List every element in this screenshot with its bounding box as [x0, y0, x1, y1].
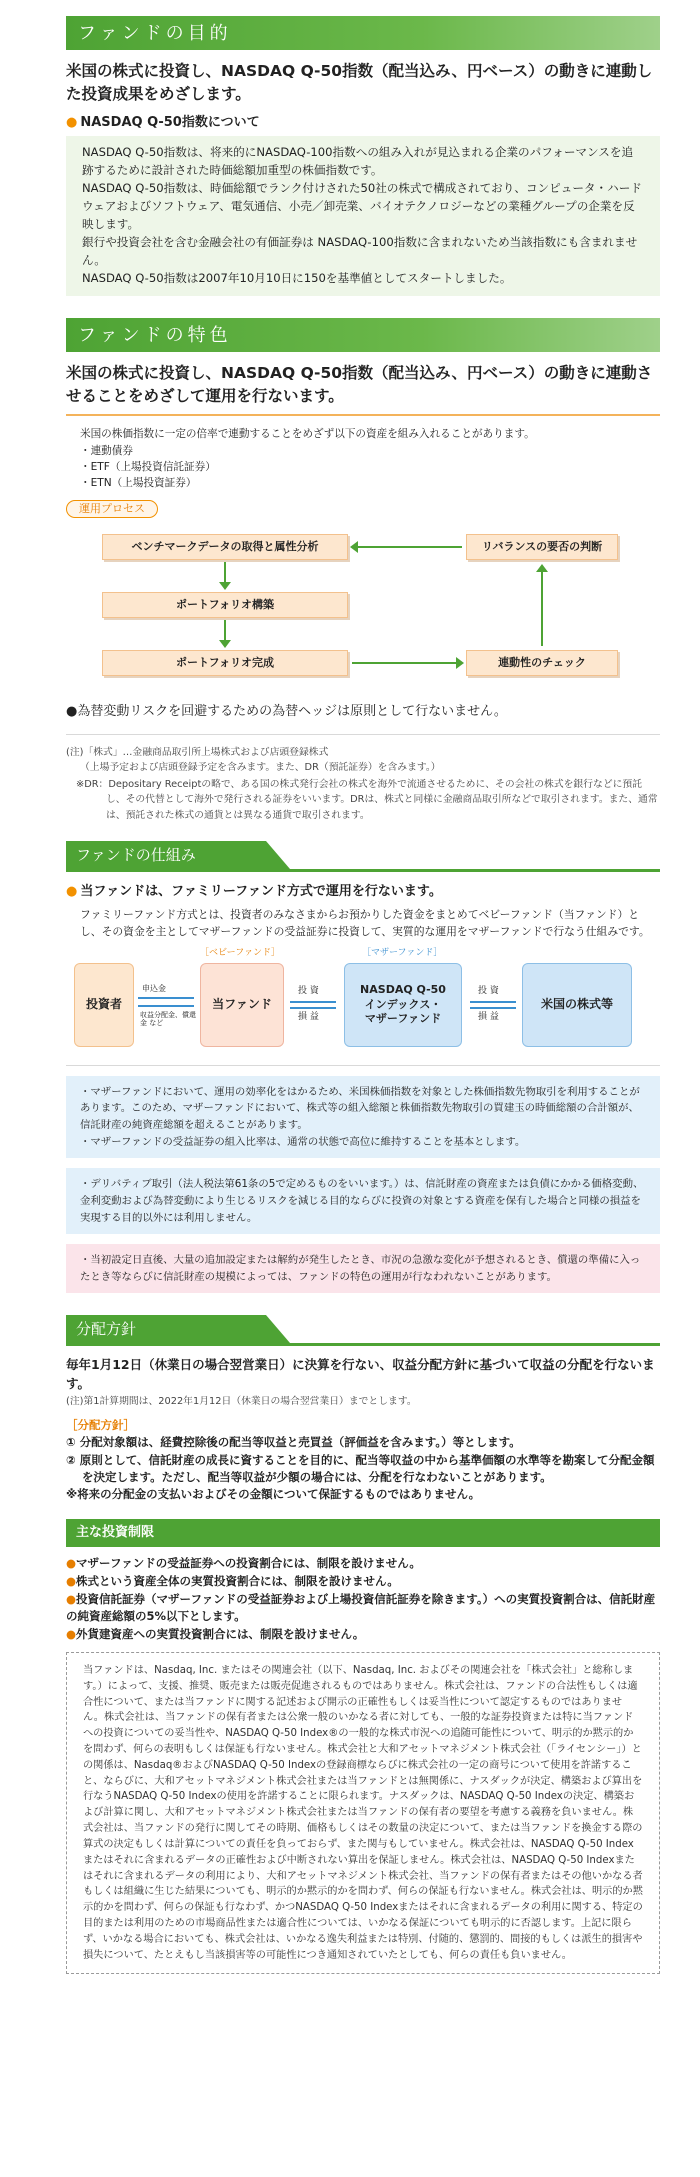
arrow-right-icon — [352, 662, 456, 664]
mother-fund-label: ［マザーファンド］ — [362, 947, 443, 958]
arrow-up-icon — [541, 572, 543, 646]
section-band-distribution-wrap — [66, 1315, 660, 1346]
process-step-build: ポートフォリオ構築 — [102, 592, 348, 618]
arrow-left-icon — [138, 1005, 194, 1007]
index-about-label: NASDAQ Q-50指数について — [80, 114, 260, 130]
section-band-structure: ファンドの仕組み — [66, 841, 266, 869]
investor-box: 投資者 — [74, 963, 134, 1047]
this-fund-box: 当ファンド — [200, 963, 284, 1047]
index-desc-3: 銀行や投資会社を含む金融会社の有価証券は NASDAQ-100指数に含まれないため当該指数にも含まれません。 — [82, 234, 638, 267]
purpose-headline: 米国の株式に投資し、NASDAQ Q-50指数（配当込み、円ベース）の動きに連動した投資成果をめざします。 — [66, 62, 653, 104]
returns-label: 収益分配金、償還金 など — [140, 1010, 196, 1028]
futures-note: ・マザーファンドにおいて、運用の効率化をはかるため、米国株価指数を対象とした株価指数先物取引を利用することがあります。このため、マザーファンドにおいて、株式等の組入総額と株価指数先物取引の買建玉の時価総額の合計額が、信託財産の純資産総額を超えることがあります。 — [80, 1085, 640, 1131]
process-tag: 運用プロセス — [66, 500, 158, 519]
bullet-dot-icon: ● — [66, 1627, 77, 1642]
restrictions-title: 主な投資制限 — [66, 1519, 660, 1547]
us-stocks-box: 米国の株式等 — [522, 963, 632, 1047]
features-headline: 米国の株式に投資し、NASDAQ Q-50指数（配当込み、円ベース）の動きに連動させることをめざして運用を行ないます。 — [66, 363, 653, 405]
index-desc-4: NASDAQ Q-50指数は2007年10月10日に150を基準値としてスタートしました。 — [82, 270, 512, 285]
arrow-right-icon — [470, 1001, 516, 1003]
section-band-purpose: ファンドの目的 — [66, 16, 660, 50]
baby-fund-label: ［ベビーファンド］ — [200, 947, 281, 958]
asset-intro: 米国の株価指数に一定の倍率で連動することをめざず以下の資産を組み入れることがあります。 — [80, 428, 535, 441]
restriction-text: 投資信託証券（マザーファンドの受益証券および上場投資信託証券を除きます。）への実質投資割合は、信託財産の純資産総額の5%以下とします。 — [66, 1591, 656, 1624]
arrow-right-icon — [138, 997, 194, 999]
note-stock-detail: （上場予定および店頭登録予定を含みます。また、DR（預託証券）を含みます。） — [80, 762, 441, 774]
arrow-left-icon — [470, 1007, 516, 1009]
derivative-note-box — [66, 1168, 660, 1234]
note-stock: (注)「株式」…金融商品取引所上場株式および店頭登録株式 — [66, 746, 329, 758]
index-desc-1: NASDAQ Q-50指数は、将来的にNASDAQ-100指数への組み入れが見込まれる企業のパフォーマンスを追跡するために設計された時価総額加重型の株価指数です。 — [82, 145, 634, 177]
restriction-item — [66, 1626, 660, 1644]
family-fund-diagram — [66, 947, 660, 1049]
asset-list — [66, 426, 660, 492]
section-band-features: ファンドの特色 — [66, 318, 660, 352]
asset-item: ・ETF（上場投資信託証券） — [80, 461, 216, 474]
index-description-box — [66, 136, 660, 296]
arrow-head-icon — [536, 564, 548, 572]
policy-title: ［分配方針］ — [66, 1418, 135, 1433]
structure-heading-label: 当ファンドは、ファミリーファンド方式で運用を行ないます。 — [80, 883, 442, 899]
arrow-down-icon — [224, 620, 226, 642]
disclaimer-box: 当ファンドは、Nasdaq, Inc. またはその関連会社（以下、Nasdaq, Inc. およびその関連会社を「株式会社」と総称します。）によって、支援、推奨、販売または販売促進されるものではありません。株式会社は、ファンドの合法性もしくは適合性について、または当ファンドに関する記述および開示の正確性もしくは妥当性について認定するものではありません。株式会社は、当ファンドの保有者または公衆一般のいかなる者に対しても、一般的な証券投資または特に当ファンドへの投資についての妥当性や、NASDAQ Q-50 Index®の一般的な株式市況への追随可能性について、明示的か黙示的かを問わず、何らの表明もしくは保証も行ないません。株式会社と大和アセットマネジメント株式会社（「ライセンシー」）との関係は、Nasdaq®およびNASDAQ Q-50 Indexの登録商標ならびに株式会社の一定の商号について使用を許諾すること、ならびに、大和アセットマネジメント株式会社または当ファンドとは無関係に、ナスダックが決定、構築および算出を行なうNASDAQ Q-50 Indexの使用を許諾することに限られます。ナスダックは、NASDAQ Q-50 Indexの決定、構築および計算に関し、大和アセットマネジメント株式会社または当ファンドの保有者の要望を考慮する義務を負いません。株式会社は、当ファンドの発行に関してその時期、価格もしくはその数量の決定について、または当ファンドを換金する際の算式の決定もしくは計算についての責任を負っておらず、また関与もしていません。株式会社は、NASDAQ Q-50 Indexまたはそれに含まれるデータの正確性および中断されない算出を保証しません。株式会社は、NASDAQ Q-50 Indexまたはそれに含まれるデータの利用により、大和アセットマネジメント株式会社、当ファンドの保有者またはその他いかなる者もしくは組織に生じた結果についても、明示的か黙示的かを問わず、何らの保証も行ないません。株式会社は、明示的か黙示的かを問わず、何らの保証も行なわず、かつNASDAQ Q-50 Indexまたはそれに含まれるデータの利用に関する、特定の目的または利用のための市場商品性または適合性については、いかなる保証についても明示的に否認します。上記に限らず、いかなる場合においても、株式会社は、いかなる逸失利益または特別、付随的、懲罰的、間接的もしくは派生的損害や損失について、たとえもし当該損害等の可能性につき通知されていたとしても、何らの責任も負いません。 — [66, 1652, 660, 1974]
arrow-head-icon — [219, 640, 231, 648]
policy-item: ① 分配対象額は、経費控除後の配当等収益と売買益（評価益を含みます。）等とします。 — [66, 1435, 521, 1450]
invest-label: 投 資 — [298, 985, 319, 996]
policy-item: ② 原則として、信託財産の成長に資することを目的に、配当等収益の中から基準価額の水準等を勘案して分配金額を決定します。ただし、配当等収益が少額の場合には、分配を行なわないことがあります。 — [66, 1452, 655, 1484]
restriction-item — [66, 1573, 660, 1591]
index-desc-2: NASDAQ Q-50指数は、時価総額でランク付けされた50社の株式で構成されており、コンピュータ・ハードウェアおよびソフトウェア、電気通信、小売／卸売業、バイオテクノロジーなどの業種グループの企業を反映します。 — [82, 180, 642, 231]
bullet-dot-icon: ● — [66, 1591, 77, 1606]
futures-note-box — [66, 1076, 660, 1159]
notes — [66, 745, 660, 823]
apply-label: 申込金 — [142, 983, 166, 993]
distribution-text: 毎年1月12日（休業日の場合翌営業日）に決算を行ない、収益分配方針に基づいて収益の分配を行ないます。 — [66, 1357, 655, 1392]
section-band-distribution: 分配方針 — [66, 1315, 266, 1343]
bullet-dot-icon: ● — [66, 1573, 77, 1588]
index-about-heading — [66, 113, 660, 133]
policy-item: ※将来の分配金の支払いおよびその金額について保証するものではありません。 — [66, 1487, 481, 1502]
arrow-left-icon — [290, 1007, 336, 1009]
process-step-complete: ポートフォリオ完成 — [102, 650, 348, 676]
process-step-benchmark: ベンチマークデータの取得と属性分析 — [102, 534, 348, 560]
divider — [66, 414, 660, 416]
caution-note: ・当初設定日直後、大量の追加設定または解約が発生したとき、市況の急激な変化が予想されるとき、償還の準備に入ったとき等ならびに信託財産の規模によっては、ファンドの特色の運用が行なわれないことがあります。 — [80, 1254, 641, 1283]
arrow-right-icon — [290, 1001, 336, 1003]
arrow-head-icon — [219, 582, 231, 590]
restrictions-list — [66, 1555, 660, 1644]
bullet-dot-icon: ● — [66, 1555, 77, 1570]
asset-item: ・連動債券 — [80, 444, 133, 457]
ratio-note: ・マザーファンドの受益証券の組入比率は、通常の状態で高位に維持することを基本とします。 — [80, 1135, 526, 1148]
derivative-note: ・デリバティブ取引（法人税法第61条の5で定めるものをいいます。）は、信託財産の資産または負債にかかる価格変動、金利変動および為替変動により生じるリスクを減じる目的ならびに投資の対象とする資産を保有した場合と同様の損益を実現する目的以外には利用しません。 — [80, 1178, 644, 1224]
arrow-head-icon — [456, 657, 464, 669]
caution-box — [66, 1244, 660, 1293]
profit-label: 損 益 — [298, 1011, 319, 1022]
restriction-text: 外貨建資産への実質投資割合には、制限を設けません。 — [76, 1627, 365, 1642]
invest-label: 投 資 — [478, 985, 499, 996]
structure-desc: ファミリーファンド方式とは、投資者のみなさまからお預かりした資金をまとめてベビーファンド（当ファンド）とし、その資金を主としてマザーファンドの受益証券に投資して、実質的な運用をマザーファンドで行なう仕組みです。 — [80, 908, 650, 938]
restriction-text: 株式という資産全体の実質投資割合には、制限を設けません。 — [76, 1573, 399, 1588]
divider — [66, 734, 660, 735]
note-dr: ※DR：Depositary Receiptの略で、ある国の株式発行会社の株式を海外で流通させるために、その会社の株式を銀行などに預託し、その代替として海外で発行される証券をいいます。DRは、株式と同様に金融商品取引所などで取引されます。また、通常は、預託された株式の通貨とは異なる通貨で取引されます。 — [76, 779, 658, 821]
profit-label: 損 益 — [478, 1011, 499, 1022]
process-step-check: 連動性のチェック — [466, 650, 618, 676]
arrow-head-icon — [350, 541, 358, 553]
policy-list — [66, 1434, 660, 1503]
structure-heading — [66, 882, 660, 902]
restriction-text: マザーファンドの受益証券への投資割合には、制限を設けません。 — [76, 1555, 421, 1570]
divider — [66, 1065, 660, 1066]
section-band-structure-wrap — [66, 841, 660, 872]
bullet-dot-icon: ● — [66, 883, 78, 899]
mother-fund-box: NASDAQ Q-50 インデックス・ マザーファンド — [344, 963, 462, 1047]
arrow-down-icon — [224, 562, 226, 584]
asset-item: ・ETN（上場投資証券） — [80, 477, 197, 490]
distribution-note: (注)第1計算期間は、2022年1月12日（休業日の場合翌営業日）までとします。 — [66, 1395, 417, 1407]
process-step-rebalance: リバランスの要否の判断 — [466, 534, 618, 560]
arrow-left-icon — [358, 546, 462, 548]
restriction-item — [66, 1591, 660, 1627]
bullet-dot-icon: ● — [66, 114, 78, 130]
restriction-item — [66, 1555, 660, 1573]
hedge-note: ●為替変動リスクを回避するための為替ヘッジは原則として行ないません。 — [66, 704, 507, 720]
process-diagram — [66, 522, 660, 692]
